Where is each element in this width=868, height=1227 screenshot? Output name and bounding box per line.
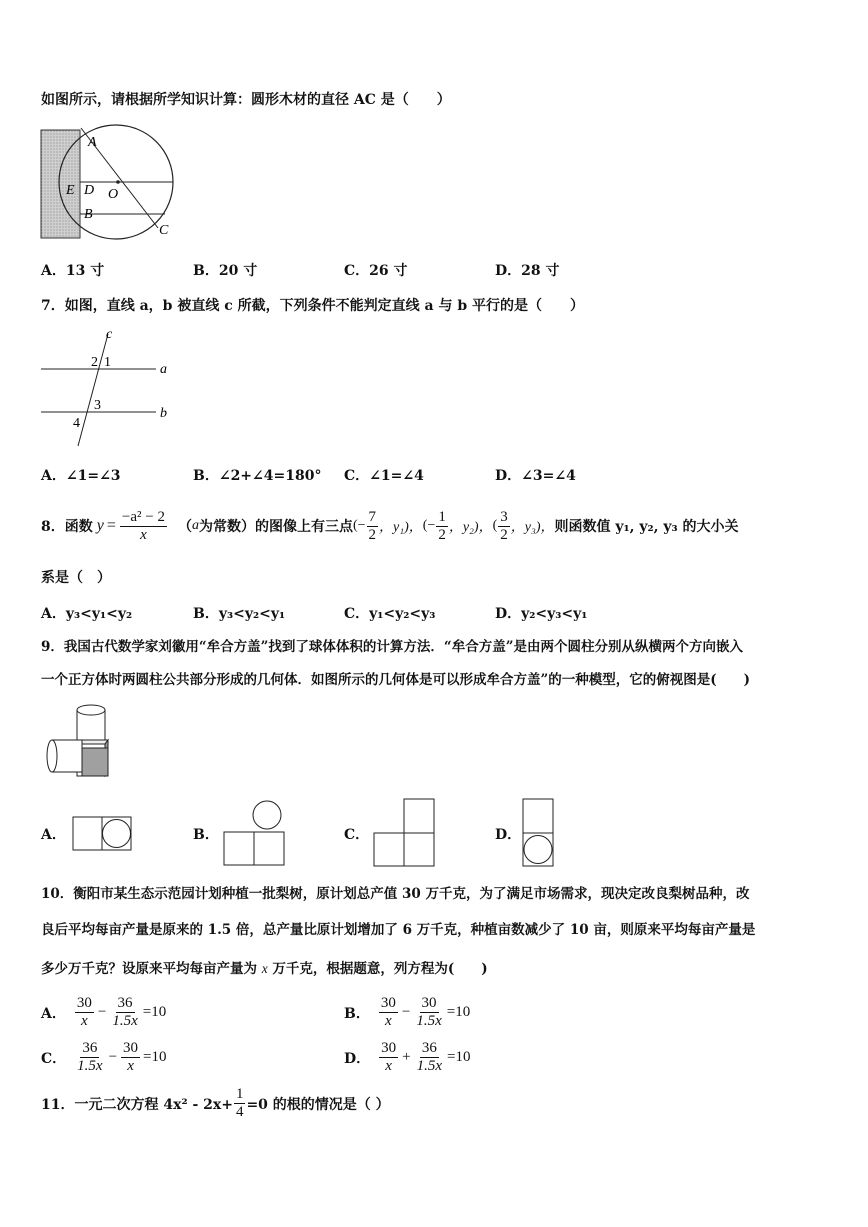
q10-a-rhs: =10 [142,1004,167,1020]
q10-d-f1-num: 30 [381,1040,397,1056]
q10-b-op: − [401,1004,411,1020]
q8-option-d[interactable]: D．y₂<y₃<y₁ [495,606,588,622]
q8-p1-num: 7 [368,508,377,525]
q10-option-d[interactable] [344,1040,471,1075]
q7-option-d[interactable]: D．∠3=∠4 [495,468,576,484]
q9-line2: 一个正方体时两圆柱公共部分形成的几何体．如图所示的几何体是可以形成牟合方盖”的一种模型，它的俯视图是( ) [41,672,751,688]
q8-p2-den: 2 [438,526,446,543]
q8-p2-open: (− [422,518,436,533]
q10-c-f1-num: 36 [82,1040,98,1056]
q8-func-word: 函数 [64,519,93,535]
q9-option-a[interactable]: A． [41,827,66,843]
q10-c-op: − [108,1049,118,1065]
q9-option-d[interactable]: D． [495,827,522,843]
q6-label-b: B [84,207,93,222]
q8-p1-fraction [367,509,379,544]
q10-line2: 良后平均每亩产量是原来的 1.5 倍，总产量比原计划增加了 6 万千克，种植亩数减少了 10 亩，则原来平均每亩产量是 [41,922,756,938]
q10-d-f2-num: 36 [421,1040,437,1056]
q8-note-open: （ [177,519,192,535]
q9-option-a-figure[interactable] [72,815,136,853]
q10-c-f2-num: 30 [123,1040,139,1056]
q8-p3-den: 2 [500,526,508,543]
q10-b-f1-num: 30 [380,995,396,1011]
q8-p2-num: 1 [438,508,446,525]
q11-stem [41,1086,390,1121]
q8-fraction [120,509,167,544]
q7-label-3: 3 [94,398,101,413]
q10-c-f1-den: 1.5x [77,1058,103,1074]
q9-line1: 9．我国古代数学家刘徽用“牟合方盖”找到了球体体积的计算方法．“牟合方盖”是由两个圆柱分别从纵横两个方向嵌入 [41,639,743,655]
q10-line3-post: 万千克，根据题意，列方程为( ) [267,961,488,977]
q10-option-c[interactable] [41,1040,167,1075]
q8-option-c[interactable]: C．y₁<y₂<y₃ [344,606,436,622]
q7-label-a: a [160,362,167,377]
q10-a-f2-den: 1.5x [112,1013,138,1029]
q9-option-c[interactable]: C． [344,827,370,843]
q10-d-f2-den: 1.5x [416,1058,443,1074]
q10-a-f1-num: 30 [76,995,92,1011]
q7-option-a[interactable]: A．∠1=∠3 [41,468,121,484]
q10-line1: 10．衡阳市某生态示范园计划种植一批梨树，原计划总产值 30 万千克，为了满足市场需求，现决定改良梨树品种，改 [41,886,750,902]
q9-option-b[interactable]: B． [193,827,219,843]
q10-d-rhs: =10 [447,1049,471,1065]
q10-option-b-label: B． [344,1005,370,1022]
q10-option-b[interactable] [344,995,470,1030]
q8-denominator: x [140,526,147,543]
q10-line3-pre: 多少万千克？设原来平均每亩产量为 [41,961,262,977]
q8-p1-den: 2 [368,526,377,543]
q11-pre: 11．一元二次方程 4x² - 2x+ [41,1096,233,1113]
q11-num: 1 [235,1086,244,1102]
q7-label-1: 1 [104,355,111,370]
q10-b-rhs: =10 [446,1004,471,1020]
q8-p1-open: (− [352,518,366,533]
q8-p1-rest: ，y₁)， [379,520,423,535]
q7-label-2: 2 [91,355,98,370]
q8-option-a[interactable]: A．y₃<y₁<y₂ [41,606,133,622]
q7-figure-parallel-lines [38,326,178,450]
q8-note-rest: 为常数）的图像上有三点 [198,519,353,535]
q8-p3-fraction [498,509,510,544]
q11-post: =0 的根的情况是（ ） [246,1096,390,1113]
q10-b-f1-den: x [385,1013,392,1029]
q6-option-d[interactable]: D．28 寸 [495,263,560,279]
q8-p2-rest: ，y₂)， [448,520,493,535]
q8-option-b[interactable]: B．y₃<y₂<y₁ [193,606,286,622]
q8-p3-num: 3 [500,508,508,525]
q7-label-b: b [160,406,167,421]
q6-label-a: A [88,135,97,150]
q10-c-rhs: =10 [143,1049,167,1065]
q10-option-c-label: C． [41,1050,67,1067]
q8-stem [41,506,739,546]
q9-option-c-figure[interactable] [372,797,438,869]
q6-figure-circle-wood [38,124,178,244]
q9-option-d-figure[interactable] [521,797,557,869]
q8-note-a: a [191,518,199,533]
q10-b-f2-den: 1.5x [416,1013,442,1029]
q10-option-a-label: A． [41,1005,66,1022]
q8-number: 8． [41,519,65,535]
q8-y: y [96,517,104,534]
q10-d-op: + [402,1049,411,1065]
q10-d-f1-den: x [385,1058,392,1074]
q10-a-f2-num: 36 [117,995,133,1011]
q10-option-d-label: D． [344,1050,371,1067]
q10-option-a[interactable] [41,995,166,1030]
q8-equals: = [106,517,116,534]
q10-a-op: − [97,1004,107,1020]
q6-label-e: E [66,183,75,198]
q10-c-f2-den: x [127,1058,134,1074]
q8-p3-rest: ，y₃)， [510,520,555,535]
q6-option-b[interactable]: B．20 寸 [193,263,258,279]
q7-label-4: 4 [73,416,80,431]
q8-line2: 系是（ ） [41,570,111,586]
q10-b-f2-num: 30 [421,995,437,1011]
q7-option-b[interactable]: B．∠2+∠4=180° [193,468,322,484]
q7-stem: 7．如图，直线 a，b 被直线 c 所截，下列条件不能判定直线 a 与 b 平行的是（ ） [41,298,584,314]
q6-label-d: D [84,183,95,198]
q6-option-c[interactable]: C．26 寸 [344,263,408,279]
q8-p2-fraction [436,509,448,544]
q11-den: 4 [235,1104,244,1120]
q9-option-b-figure[interactable] [222,798,288,868]
q11-fraction [234,1086,246,1121]
q6-option-a[interactable]: A．13 寸 [41,263,105,279]
q10-line3 [41,960,488,978]
q8-tail: 则函数值 y₁, y₂, y₃ 的大小关 [554,519,739,535]
q6-label-o: O [108,187,119,202]
q7-option-c[interactable]: C．∠1=∠4 [344,468,424,484]
q8-p3-open: ( [492,518,498,533]
q10-line3-var: x [261,961,268,976]
q9-figure-solid-model [44,703,124,787]
q6-label-c: C [159,223,169,238]
q7-label-c: c [106,327,113,342]
q8-numerator: −a² − 2 [121,508,165,525]
q6-stem: 如图所示，请根据所学知识计算：圆形木材的直径 AC 是（ ） [41,92,451,108]
q10-a-f1-den: x [81,1013,88,1029]
